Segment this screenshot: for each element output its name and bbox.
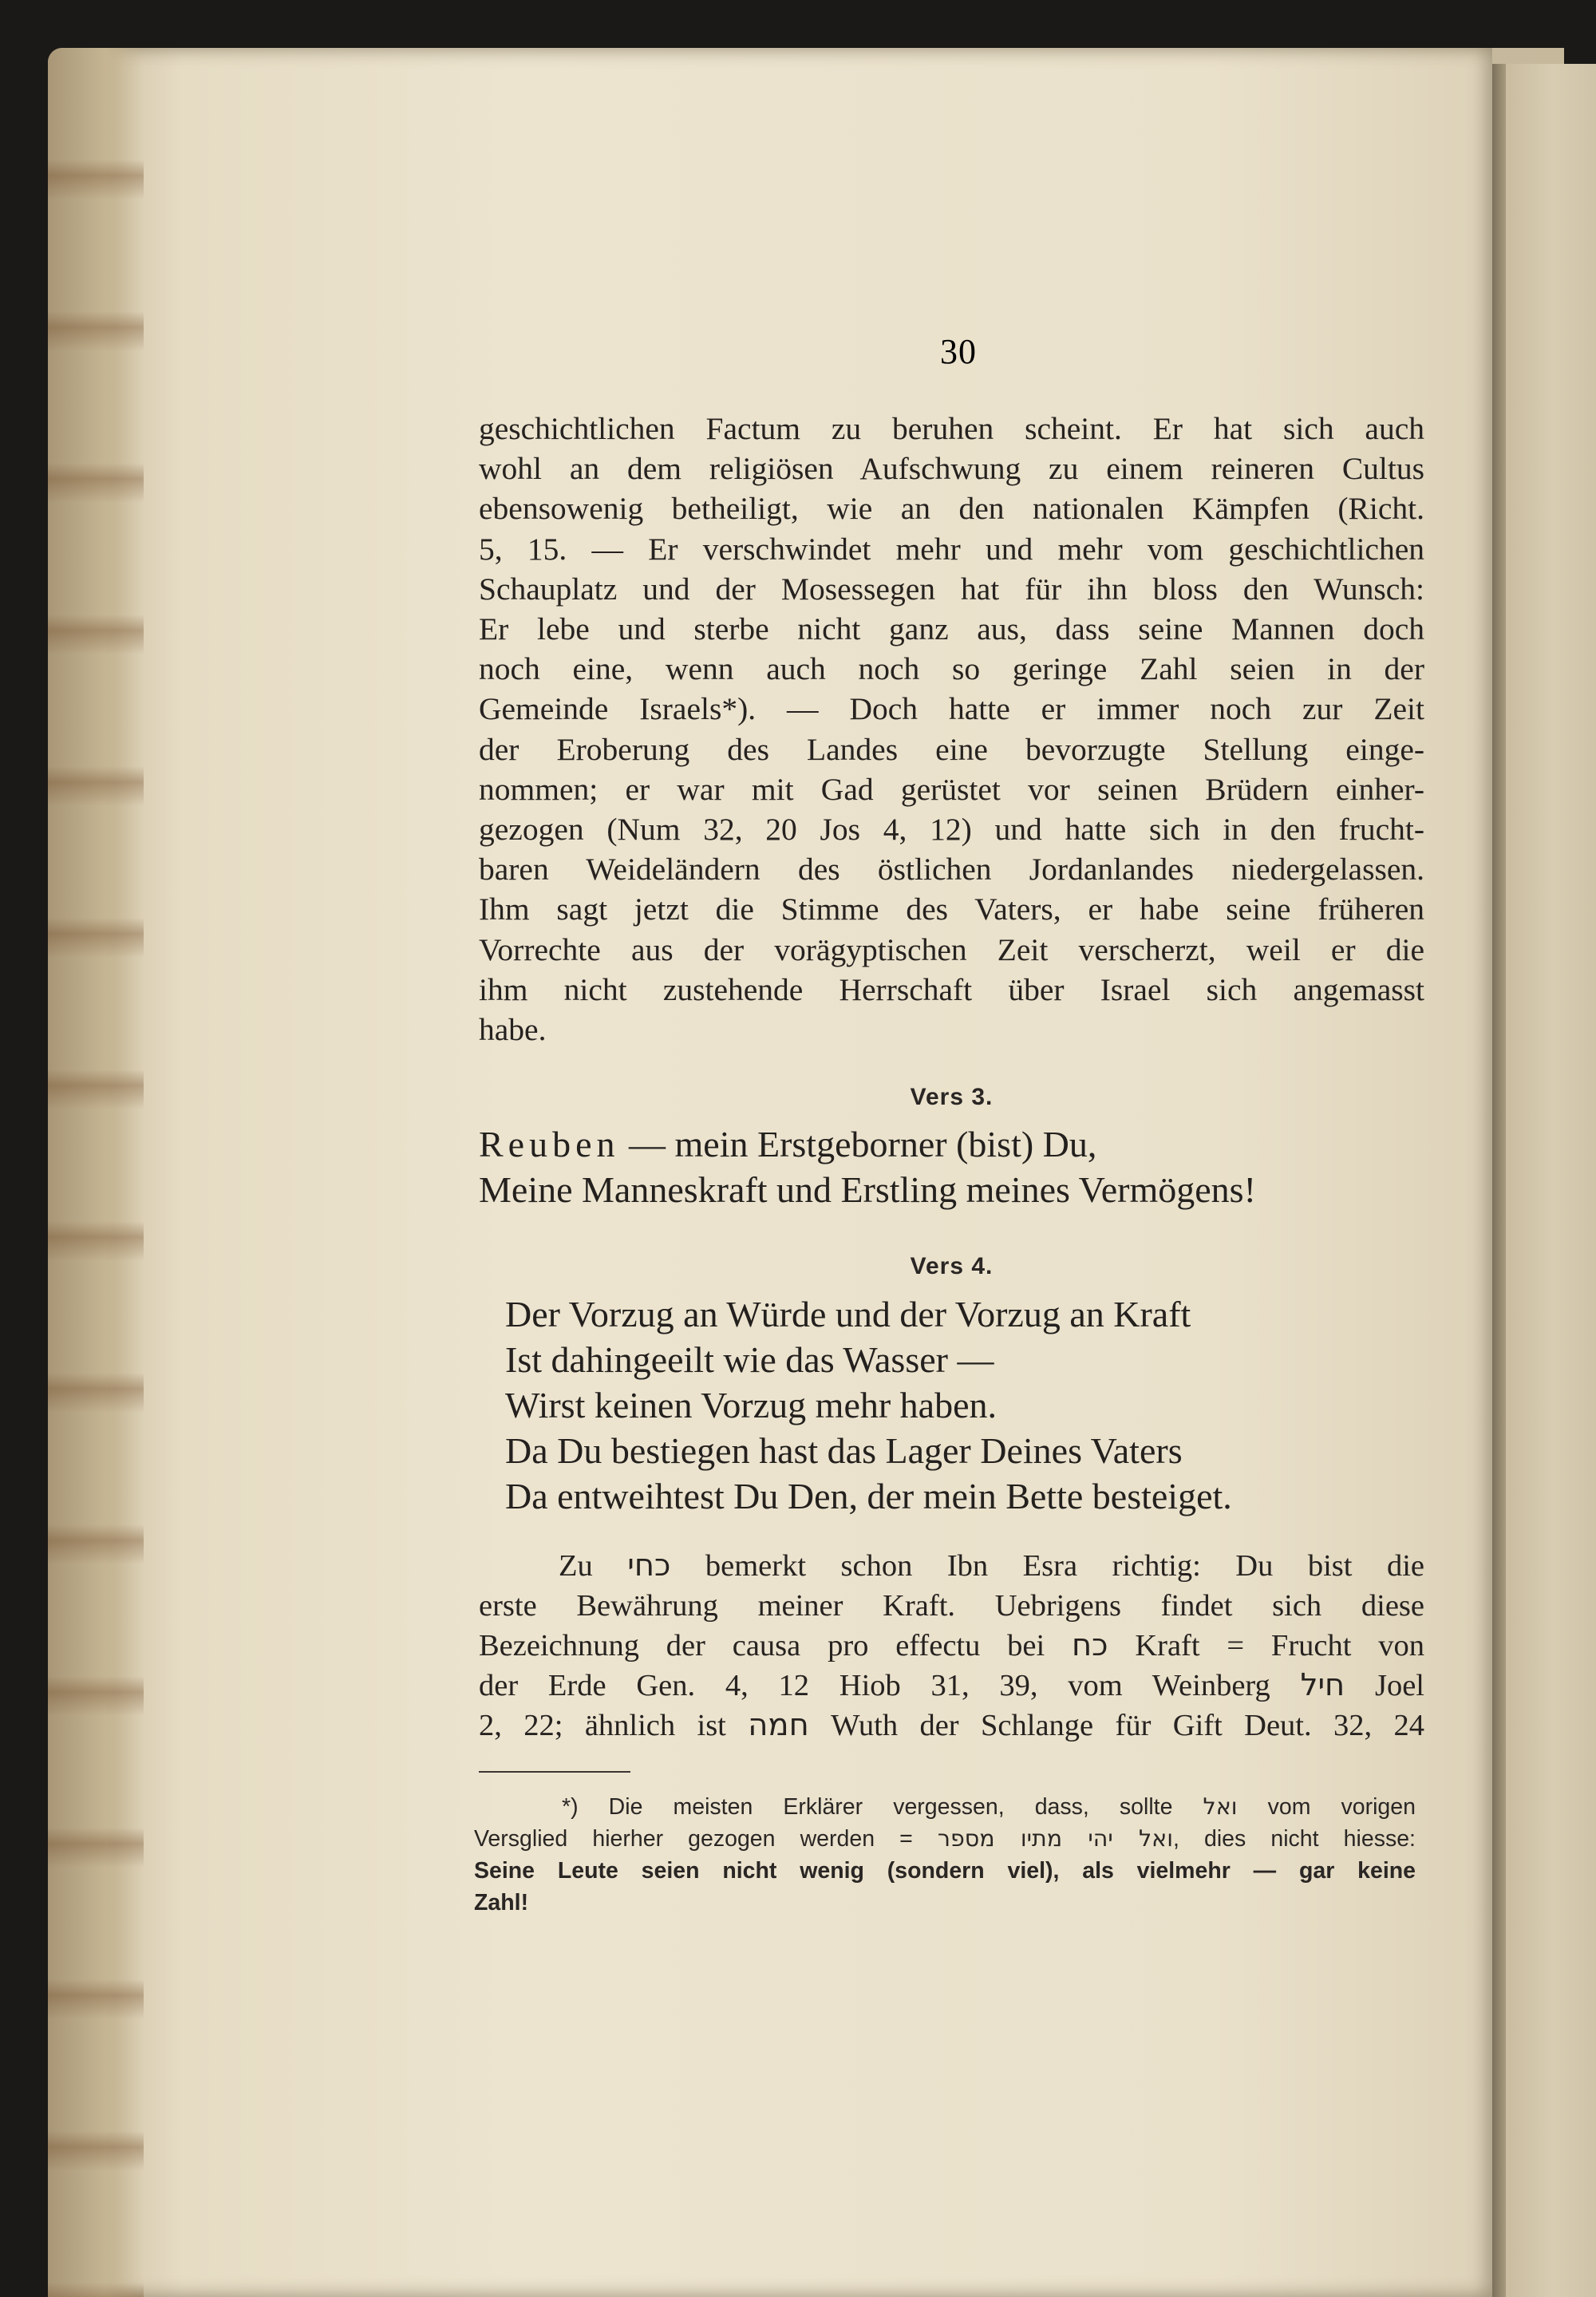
text-line: habe. (479, 1012, 547, 1048)
text-line: ebensowenig betheiligt, wie an den nationalen Kämpfen (Richt. (479, 491, 1424, 527)
text-fragment: Kraft = Frucht von (1108, 1629, 1424, 1662)
footnote-line: Seine Leute seien nicht wenig (sondern viel), als vielmehr — gar keine (474, 1858, 1416, 1884)
text-line: baren Weideländern des östlichen Jordanlandes niedergelassen. (479, 852, 1424, 888)
text-line: erste Bewährung meiner Kraft. Uebrigens findet sich diese (479, 1589, 1424, 1623)
text-fragment: Bezeichnung der causa pro effectu bei (479, 1629, 1073, 1662)
text-line: ihm nicht zustehende Herrschaft über Israel sich angemasst (479, 971, 1424, 1007)
text-line: der Eroberung des Landes eine bevorzugte Stellung einge- (479, 731, 1424, 767)
text-fragment: 2, 22; ähnlich ist (479, 1709, 749, 1742)
text-line: gezogen (Num 32, 20 Jos 4, 12) und hatte sich in den frucht- (479, 812, 1424, 848)
text-fragment: vom vorigen (1237, 1794, 1416, 1820)
name-reuben: Reuben (479, 1124, 620, 1164)
verse-line: Der Vorzug an Würde und der Vorzug an Kraft (505, 1294, 1191, 1334)
footnote-separator (479, 1771, 630, 1773)
facing-page-edge (1488, 64, 1596, 2297)
text-line: Gemeinde Israels*). — Doch hatte er immer noch zur Zeit (479, 691, 1424, 727)
text-line: 5, 15. — Er verschwindet mehr und mehr vom geschichtlichen (479, 531, 1424, 567)
text-line: Vorrechte aus der vorägyptischen Zeit verscherzt, weil er die (479, 931, 1424, 967)
footnote-line (474, 1791, 1416, 1823)
text-fragment: *) Die meisten Erklärer vergessen, dass, sollte (562, 1794, 1203, 1820)
text-fragment: Zu (559, 1549, 628, 1583)
text-fragment: der Erde Gen. 4, 12 Hiob 31, 39, vom Weinberg (479, 1669, 1301, 1702)
verse-line-text: — mein Erstgeborner (bist) Du, (619, 1124, 1097, 1164)
verse-line: Da entweihtest Du Den, der mein Bette besteiget. (505, 1476, 1232, 1516)
hebrew-word: כח (1072, 1627, 1108, 1663)
text-line (479, 1546, 1424, 1586)
text-fragment: Joel (1345, 1669, 1424, 1702)
verse-line: Da Du bestiegen hast das Lager Deines Vaters (505, 1430, 1183, 1471)
paragraph-commentary (479, 1546, 1424, 1745)
text-line: noch eine, wenn auch noch so geringe Zahl seien in der (479, 651, 1424, 687)
hebrew-word: כחי (627, 1548, 671, 1583)
text-fragment: , dies nicht hiesse: (1172, 1826, 1416, 1852)
text-line (479, 1666, 1424, 1706)
paragraph-reuben-history (479, 409, 1424, 1050)
text-line (479, 1626, 1424, 1666)
footnote-line: Zahl! (474, 1890, 529, 1915)
verse-line: Ist dahingeeilt wie das Wasser — (505, 1339, 994, 1380)
text-line: nommen; er war mit Gad gerüstet vor seinen Brüdern einher- (479, 771, 1424, 807)
footnote-line (474, 1823, 1416, 1855)
footnote (474, 1791, 1416, 1919)
text-fragment: Versglied hierher gezogen werden = (474, 1826, 938, 1852)
vers4-heading: Vers 4. (910, 1253, 994, 1279)
text-line: Ihm sagt jetzt die Stimme des Vaters, er habe seine früheren (479, 892, 1424, 927)
text-line (479, 1706, 1424, 1745)
hebrew-word: חיל (1300, 1667, 1345, 1703)
text-line: Schauplatz und der Mosessegen hat für ihn bloss den Wunsch: (479, 571, 1424, 607)
hebrew-word: חמה (748, 1707, 809, 1743)
text-line: Er lebe und sterbe nicht ganz aus, dass seine Mannen doch (479, 611, 1424, 647)
hebrew-word: ואל (1203, 1793, 1238, 1820)
text-fragment: Wuth der Schlange für Gift Deut. 32, 24 (808, 1709, 1424, 1742)
verse-line: Wirst keinen Vorzug mehr haben. (505, 1385, 998, 1425)
foxed-page-edge (48, 48, 144, 2297)
vers4-verse (505, 1291, 1232, 1519)
hebrew-phrase: ואל יהי מתיו מספר (937, 1825, 1173, 1852)
page-number: 30 (940, 332, 977, 371)
vers3-heading: Vers 3. (910, 1084, 994, 1110)
verse-line: Meine Manneskraft und Erstling meines Vermögens! (479, 1169, 1256, 1210)
vers3-verse (479, 1121, 1256, 1212)
verse-line (479, 1121, 1256, 1167)
text-line: geschichtlichen Factum zu beruhen scheint. Er hat sich auch (479, 411, 1424, 446)
text-line: wohl an dem religiösen Aufschwung zu einem reineren Cultus (479, 451, 1424, 487)
text-fragment: bemerkt schon Ibn Esra richtig: Du bist die (670, 1549, 1424, 1583)
